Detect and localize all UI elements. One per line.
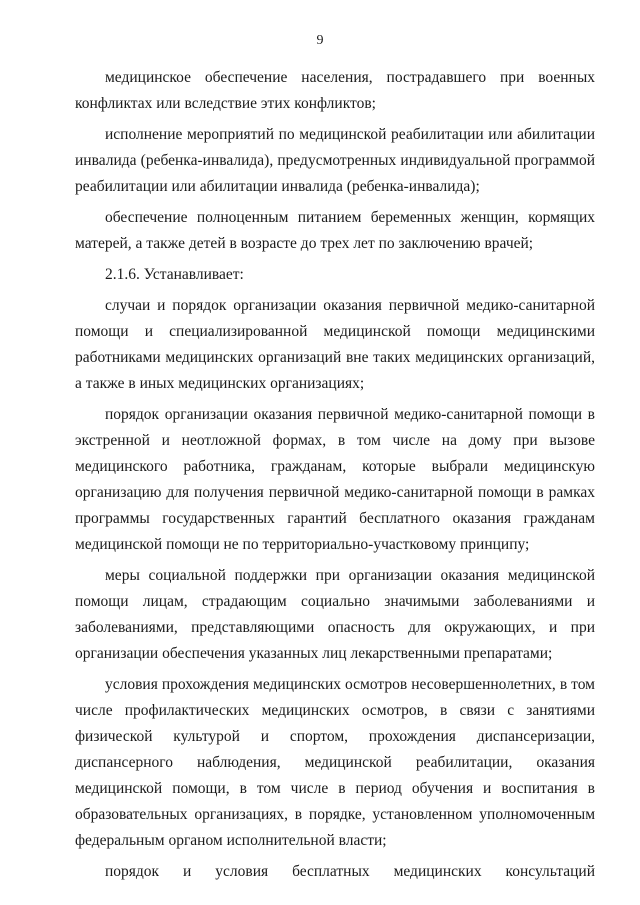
document-body <box>75 65 595 890</box>
paragraph-primary-care-cases: случаи и порядок организации оказания первичной медико-санитарной помощи и специализированной медицинской помощи медицинскими работниками медицинских организаций вне таких медицинских организаций, а также в иных медицинских организациях; <box>75 297 595 392</box>
paragraph-emergency-care-order: порядок организации оказания первичной медико-санитарной помощи в экстренной и неотложной формах, в том числе на дому при вызове медицинского работника, гражданам, которые выбрали медицинскую организацию для получения первичной медико-санитарной помощи в рамках программы государственных гарантий бесплатного оказания гражданам медицинской помощи не по территориально-участковому принципу; <box>75 406 595 553</box>
paragraph-social-support-measures: меры социальной поддержки при организации оказания медицинской помощи лицам, страдающим социально значимыми заболеваниями и заболеваниями, представляющими опасность для окружающих, и при организации обеспечения указанных лиц лекарственными препаратами; <box>75 567 595 662</box>
paragraph-rehabilitation-disabled: исполнение мероприятий по медицинской реабилитации или абилитации инвалида (ребенка-инвалида), предусмотренных индивидуальной программой реабилитации или абилитации инвалида (ребенка-инвалида); <box>75 126 595 195</box>
page-number: 9 <box>316 33 324 48</box>
paragraph-free-consultations: порядок и условия бесплатных медицинских консультаций <box>105 863 595 880</box>
paragraph-medical-support-military: медицинское обеспечение населения, пострадавшего при военных конфликтах или вследствие этих конфликтов; <box>75 69 595 112</box>
paragraph-minor-medical-exams: условия прохождения медицинских осмотров несовершеннолетних, в том числе профилактических медицинских осмотров, в связи с занятиями физической культурой и спортом, прохождения диспансеризации, диспансерного наблюдения, медицинской реабилитации, оказания медицинской помощи, в том числе в период обучения и воспитания в образовательных организациях, в порядке, установленном уполномоченным федеральным органом исполнительной власти; <box>75 676 595 849</box>
paragraph-nutrition-pregnant: обеспечение полноценным питанием беременных женщин, кормящих матерей, а также детей в возрасте до трех лет по заключению врачей; <box>75 209 595 252</box>
section-heading-2-1-6: 2.1.6. Устанавливает: <box>105 266 244 283</box>
